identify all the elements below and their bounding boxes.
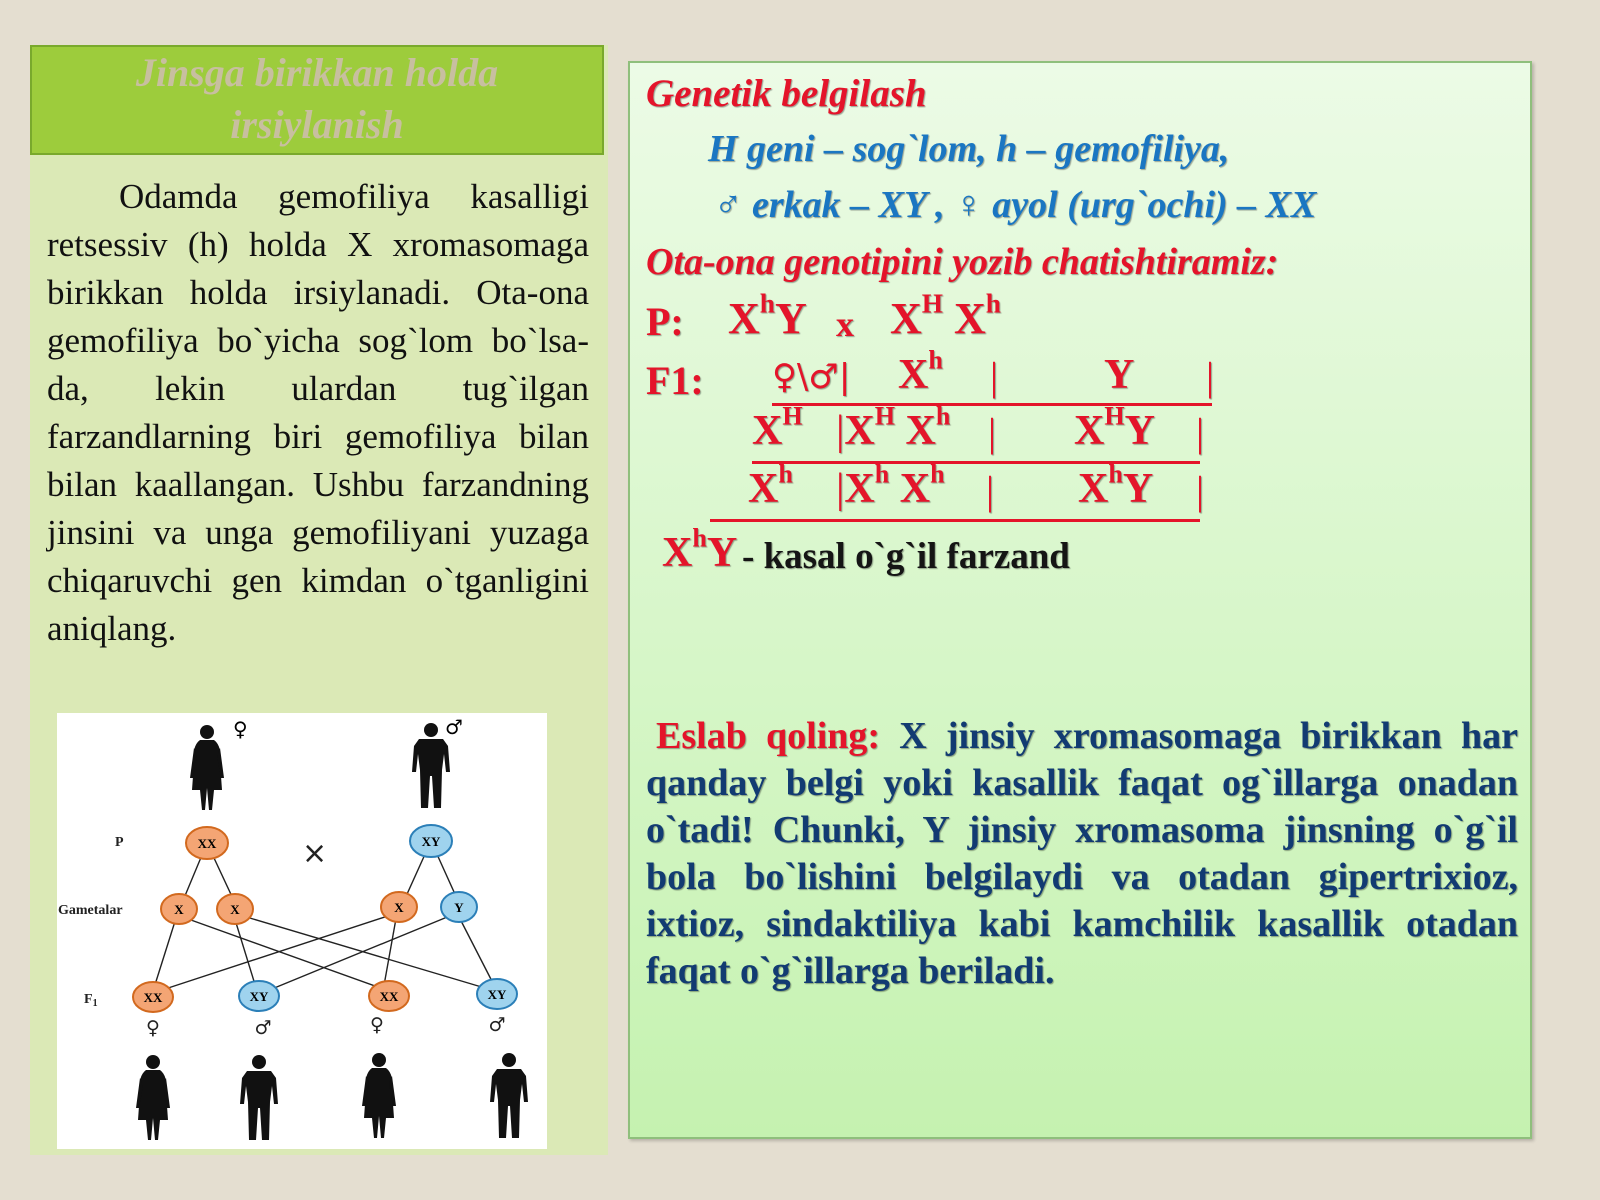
cross-heading: Ota-ona genotipini yozib chatishtiramiz: [646, 241, 1279, 283]
problem-text: Odamda gemofiliya kasalligi retsessiv (h) holda X xromasomaga birikkan holda irsiylanadi. Ota-ona gemofiliya bo`yicha sog`lom bo`lsa-da, lekin ulardan tug`ilgan farzandlarning biri gemofiliya bilan bilan kaallangan. Ushbu farzandning jinsini va unga gemofiliyani yuzaga chiqaruvchi gen kimdan o`tganligini aniqlang. [47, 177, 589, 648]
inheritance-diagram [57, 713, 547, 1149]
label-gametes: Gametalar [58, 903, 123, 918]
offspring-figure-3 [362, 1053, 396, 1138]
punnett-corner: ♀\♂| [772, 357, 851, 397]
mother-genotype: $X^H$ $X^h$ [890, 288, 1001, 343]
parent-male-symbol: ♂ [445, 715, 463, 739]
punnett-cell-2-1: $|X^h$ $X^h$ [836, 459, 945, 512]
remember-note [646, 713, 1518, 995]
sex-definition-line: ♂ erkak – XY , ♀ ayol (urg`ochi) – XX [714, 184, 1317, 226]
left-title-box [30, 45, 604, 155]
father-genotype: $X^hY$ [728, 288, 807, 343]
punnett-cell-2-2: $X^hY$ [1078, 459, 1154, 512]
offspring-2-sex-symbol: ♂ [254, 1017, 272, 1039]
gene-definition-line: H geni – sog`lom, h – gemofiliya, [708, 128, 1230, 170]
parent-female-genotype: XX [197, 836, 217, 851]
punnett-header-y: Y [1104, 352, 1135, 398]
punnett-row2-label: $X^h$ [748, 459, 793, 512]
label-f1: $F_1$ [84, 992, 98, 1009]
punnett-header-xh: $X^h$ [898, 345, 943, 398]
punnett-row1-line [752, 461, 1200, 464]
offspring-4-sex-symbol: ♂ [488, 1014, 506, 1036]
left-title-line2: irsiylanish [230, 102, 404, 147]
remember-text: X jinsiy xromasomaga birikkan har qanday belgi yoki kasallik faqat og`illarga onadan o`tadi! Chunki, Y jinsiy xromasoma jinsning o`g`il bola bo`lishini belgilaydi va otadan gipertrixioz, ixtioz, sindaktiliya kabi kamchilik kasallik otadan faqat o`g`illarga beriladi. [646, 715, 1518, 992]
offspring-genotype-3: XX [379, 989, 399, 1004]
diagram-svg [57, 713, 547, 1149]
punnett-row1-label: $X^H$ [752, 401, 803, 454]
remember-label: Eslab qoling: [656, 715, 881, 757]
parent-male-genotype: XY [421, 834, 441, 849]
offspring-genotype-4: XY [487, 987, 507, 1002]
left-title-line1: Jinsga birikkan holda [135, 50, 499, 95]
punnett-row1-divider-1: | [988, 410, 997, 455]
parent-female-figure [190, 725, 224, 810]
offspring-3-sex-symbol: ♀ [370, 1014, 384, 1036]
cross-sign: x [836, 304, 854, 344]
right-panel [628, 61, 1532, 1139]
gamete-male-x-label: X [394, 900, 404, 915]
punnett-cell-1-1: $|X^H$ $X^h$ [836, 401, 951, 454]
offspring-figure-1 [136, 1055, 170, 1140]
punnett-cell-1-2: $X^HY$ [1074, 401, 1155, 454]
punnett-header-divider-2: | [1206, 354, 1215, 399]
offspring-1-sex-symbol: ♀ [146, 1017, 160, 1039]
gamete-female-2-label: X [230, 902, 240, 917]
punnett-header-divider-1: | [990, 354, 999, 399]
punnett-row1-divider-2: | [1196, 410, 1205, 455]
label-p: P [115, 835, 124, 850]
genetic-notation-heading: Genetik belgilash [646, 72, 927, 115]
offspring-genotype-1: XX [143, 990, 163, 1005]
punnett-row2-divider-1: | [986, 468, 995, 513]
parent-female-symbol: ♀ [233, 717, 248, 741]
punnett-row2-line [710, 519, 1200, 522]
gamete-female-1-label: X [174, 902, 184, 917]
gamete-male-y-label: Y [454, 900, 464, 915]
result-genotype: $X^hY$ [662, 523, 738, 576]
punnett-row2-divider-2: | [1196, 468, 1205, 513]
offspring-genotype-2: XY [249, 989, 269, 1004]
left-panel [30, 45, 608, 1155]
cross-symbol: × [302, 836, 328, 871]
f1-label: F1: [646, 358, 704, 403]
parents-label: P: [646, 299, 684, 344]
result-description: - kasal o`g`il farzand [742, 536, 1070, 577]
offspring-figure-2 [240, 1055, 278, 1140]
punnett-header-line [772, 403, 1212, 406]
offspring-figure-4 [490, 1053, 528, 1138]
